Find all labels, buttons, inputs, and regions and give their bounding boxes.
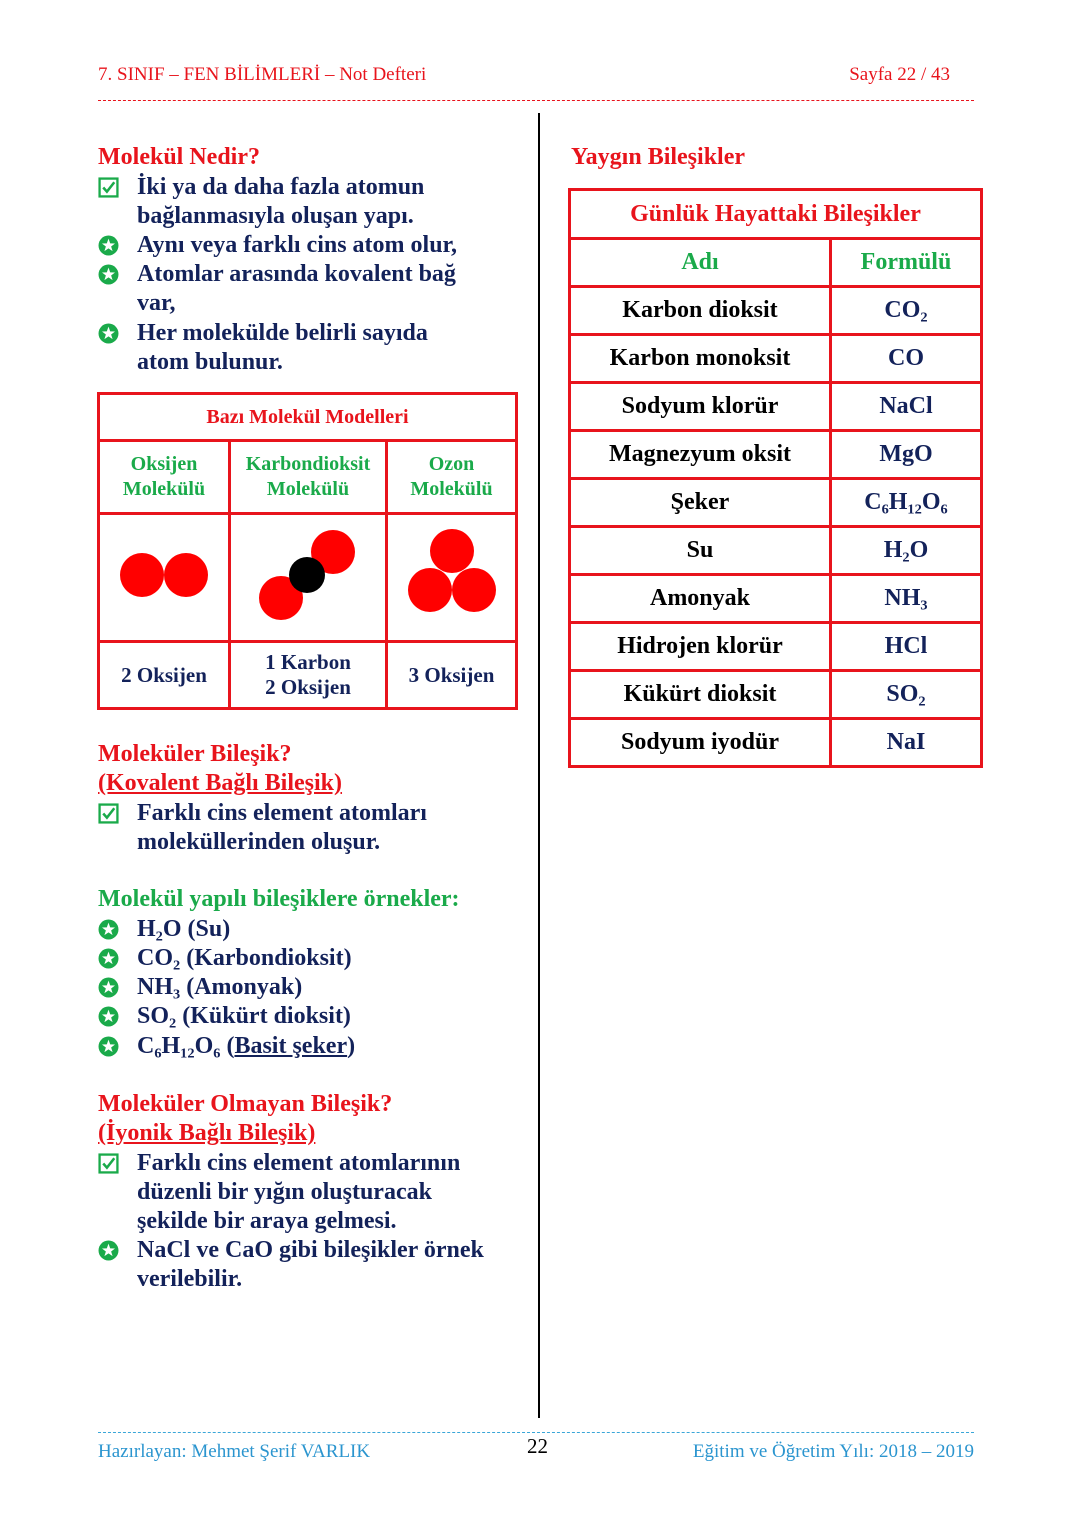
- table-row: [570, 479, 982, 527]
- list-item-line: Aynı veya farklı cins atom olur,: [137, 232, 458, 258]
- compounds-heading: Yaygın Bileşikler: [571, 144, 746, 170]
- model-name-oxygen: [99, 441, 230, 514]
- example-formula: NH₃: [137, 974, 181, 1000]
- table-row: [570, 335, 982, 383]
- model-image-ozone: [387, 514, 517, 642]
- list-item-line: atom bulunur.: [137, 349, 283, 375]
- model-caption: [99, 642, 230, 709]
- list-item-line: Farklı cins element atomlarının: [137, 1150, 461, 1176]
- star-circle-icon: [98, 948, 119, 969]
- check-box-icon: [98, 803, 119, 824]
- example-formula: SO₂: [137, 1003, 177, 1029]
- example-paren: (: [226, 1033, 235, 1059]
- example-name: (Su): [187, 916, 231, 942]
- model-caption-line: 1 Karbon: [265, 650, 351, 674]
- example-formula: H₂O: [137, 916, 182, 942]
- model-name-line: Molekülü: [266, 478, 350, 500]
- list-item-line: Atomlar arasında kovalent bağ: [137, 261, 456, 287]
- list-item-line: NaCl ve CaO gibi bileşikler örnek: [137, 1237, 484, 1263]
- model-caption: [230, 642, 387, 709]
- check-box-icon: [98, 177, 119, 198]
- star-circle-icon: [98, 264, 119, 285]
- table-row: [570, 383, 982, 431]
- compound-name: Sodyum klorür: [570, 383, 831, 431]
- list-item-line: şekilde bir araya gelmesi.: [137, 1208, 397, 1234]
- compound-formula: MgO: [831, 431, 982, 479]
- list-item-line: İki ya da daha fazla atomun: [137, 174, 425, 200]
- basit-seker-link[interactable]: Basit şeker: [234, 1033, 348, 1059]
- compound-formula: SO₂: [831, 671, 982, 719]
- covalent-subheading: (Kovalent Bağlı Bileşik): [98, 770, 343, 796]
- co2-molecule-icon: [253, 525, 363, 625]
- compound-formula: HCl: [831, 623, 982, 671]
- compound-name: Magnezyum oksit: [570, 431, 831, 479]
- ionic-heading: Moleküler Olmayan Bileşik?: [98, 1091, 393, 1117]
- model-name-ozone: [387, 441, 517, 514]
- example-paren: ): [347, 1033, 356, 1059]
- covalent-heading: Moleküler Bileşik?: [98, 741, 292, 767]
- compound-formula: CO: [831, 335, 982, 383]
- table-row: [570, 431, 982, 479]
- table-row: [570, 671, 982, 719]
- compound-formula: NH₃: [831, 575, 982, 623]
- compound-formula: NaI: [831, 719, 982, 767]
- col-header-name: Adı: [570, 239, 831, 287]
- model-name-co2: [230, 441, 387, 514]
- compound-name: Sodyum iyodür: [570, 719, 831, 767]
- example-text: [137, 915, 230, 944]
- compound-formula: H₂O: [831, 527, 982, 575]
- table-row: [570, 623, 982, 671]
- example-text: [137, 973, 302, 1002]
- table-row: [570, 287, 982, 335]
- model-caption: [387, 642, 517, 709]
- model-name-line: Molekülü: [410, 478, 493, 500]
- compound-name: Karbon dioksit: [570, 287, 831, 335]
- model-image-co2: [230, 514, 387, 642]
- example-formula: CO₂: [137, 945, 181, 971]
- example-name: (Amonyak): [186, 974, 303, 1000]
- model-name-line: Ozon: [428, 453, 475, 475]
- compound-name: Şeker: [570, 479, 831, 527]
- example-text: [137, 1002, 351, 1031]
- model-caption-line: 2 Oksijen: [265, 675, 351, 699]
- compound-name: Karbon monoksit: [570, 335, 831, 383]
- example-formula: C₆H₁₂O₆: [137, 1033, 221, 1059]
- column-divider: [538, 113, 540, 1418]
- example-text: [137, 944, 352, 973]
- star-circle-icon: [98, 977, 119, 998]
- star-circle-icon: [98, 1006, 119, 1027]
- models-table-title: Bazı Molekül Modelleri: [99, 394, 517, 441]
- compound-formula: C₆H₁₂O₆: [831, 479, 982, 527]
- list-item-line: Farklı cins element atomları: [137, 800, 427, 826]
- col-header-formula: Formülü: [831, 239, 982, 287]
- check-box-icon: [98, 1153, 119, 1174]
- list-item-line: bağlanmasıyla oluşan yapı.: [137, 203, 414, 229]
- list-item-line: var,: [137, 290, 176, 316]
- example-name: (Karbondioksit): [186, 945, 352, 971]
- footer-page-number: 22: [527, 1434, 548, 1458]
- compound-name: Hidrojen klorür: [570, 623, 831, 671]
- model-caption-line: 2 Oksijen: [121, 662, 207, 687]
- compound-name: Kükürt dioksit: [570, 671, 831, 719]
- molecule-models-table: [97, 392, 518, 710]
- model-caption-line: 3 Oksijen: [408, 662, 495, 687]
- list-item-line: Her molekülde belirli sayıda: [137, 320, 428, 346]
- compound-formula: NaCl: [831, 383, 982, 431]
- header-title: 7. SINIF – FEN BİLİMLERİ – Not Defteri: [98, 64, 427, 85]
- model-name-line: Molekülü: [122, 478, 206, 500]
- compound-formula: CO₂: [831, 287, 982, 335]
- footer-divider: [98, 1432, 974, 1433]
- compounds-table-title: Günlük Hayattaki Bileşikler: [570, 190, 982, 239]
- table-row: [570, 527, 982, 575]
- star-circle-icon: [98, 1240, 119, 1261]
- compounds-table: [568, 188, 983, 768]
- list-item-line: moleküllerinden oluşur.: [137, 829, 381, 855]
- star-circle-icon: [98, 1036, 119, 1057]
- compound-name: Amonyak: [570, 575, 831, 623]
- table-row: [570, 575, 982, 623]
- table-row: [570, 719, 982, 767]
- star-circle-icon: [98, 235, 119, 256]
- example-name: (Kükürt dioksit): [182, 1003, 351, 1029]
- compound-name: Su: [570, 527, 831, 575]
- model-name-line: Karbondioksit: [245, 453, 371, 475]
- examples-heading: Molekül yapılı bileşiklere örnekler:: [98, 886, 460, 912]
- model-name-line: Oksijen: [130, 453, 198, 475]
- example-text: [137, 1032, 355, 1061]
- page-indicator: Sayfa 22 / 43: [849, 64, 950, 85]
- molecule-heading: Molekül Nedir?: [98, 144, 260, 170]
- footer-author: Hazırlayan: Mehmet Şerif VARLIK: [98, 1441, 371, 1462]
- ionic-subheading: (İyonik Bağlı Bileşik): [98, 1120, 316, 1146]
- ozone-molecule-icon: [402, 525, 502, 625]
- header-divider: [98, 100, 974, 101]
- oxygen-molecule-icon: [114, 545, 214, 605]
- star-circle-icon: [98, 919, 119, 940]
- list-item-line: verilebilir.: [137, 1266, 243, 1292]
- list-item-line: düzenli bir yığın oluşturacak: [137, 1179, 432, 1205]
- star-circle-icon: [98, 323, 119, 344]
- footer-year: Eğitim ve Öğretim Yılı: 2018 – 2019: [692, 1441, 974, 1462]
- model-image-oxygen: [99, 514, 230, 642]
